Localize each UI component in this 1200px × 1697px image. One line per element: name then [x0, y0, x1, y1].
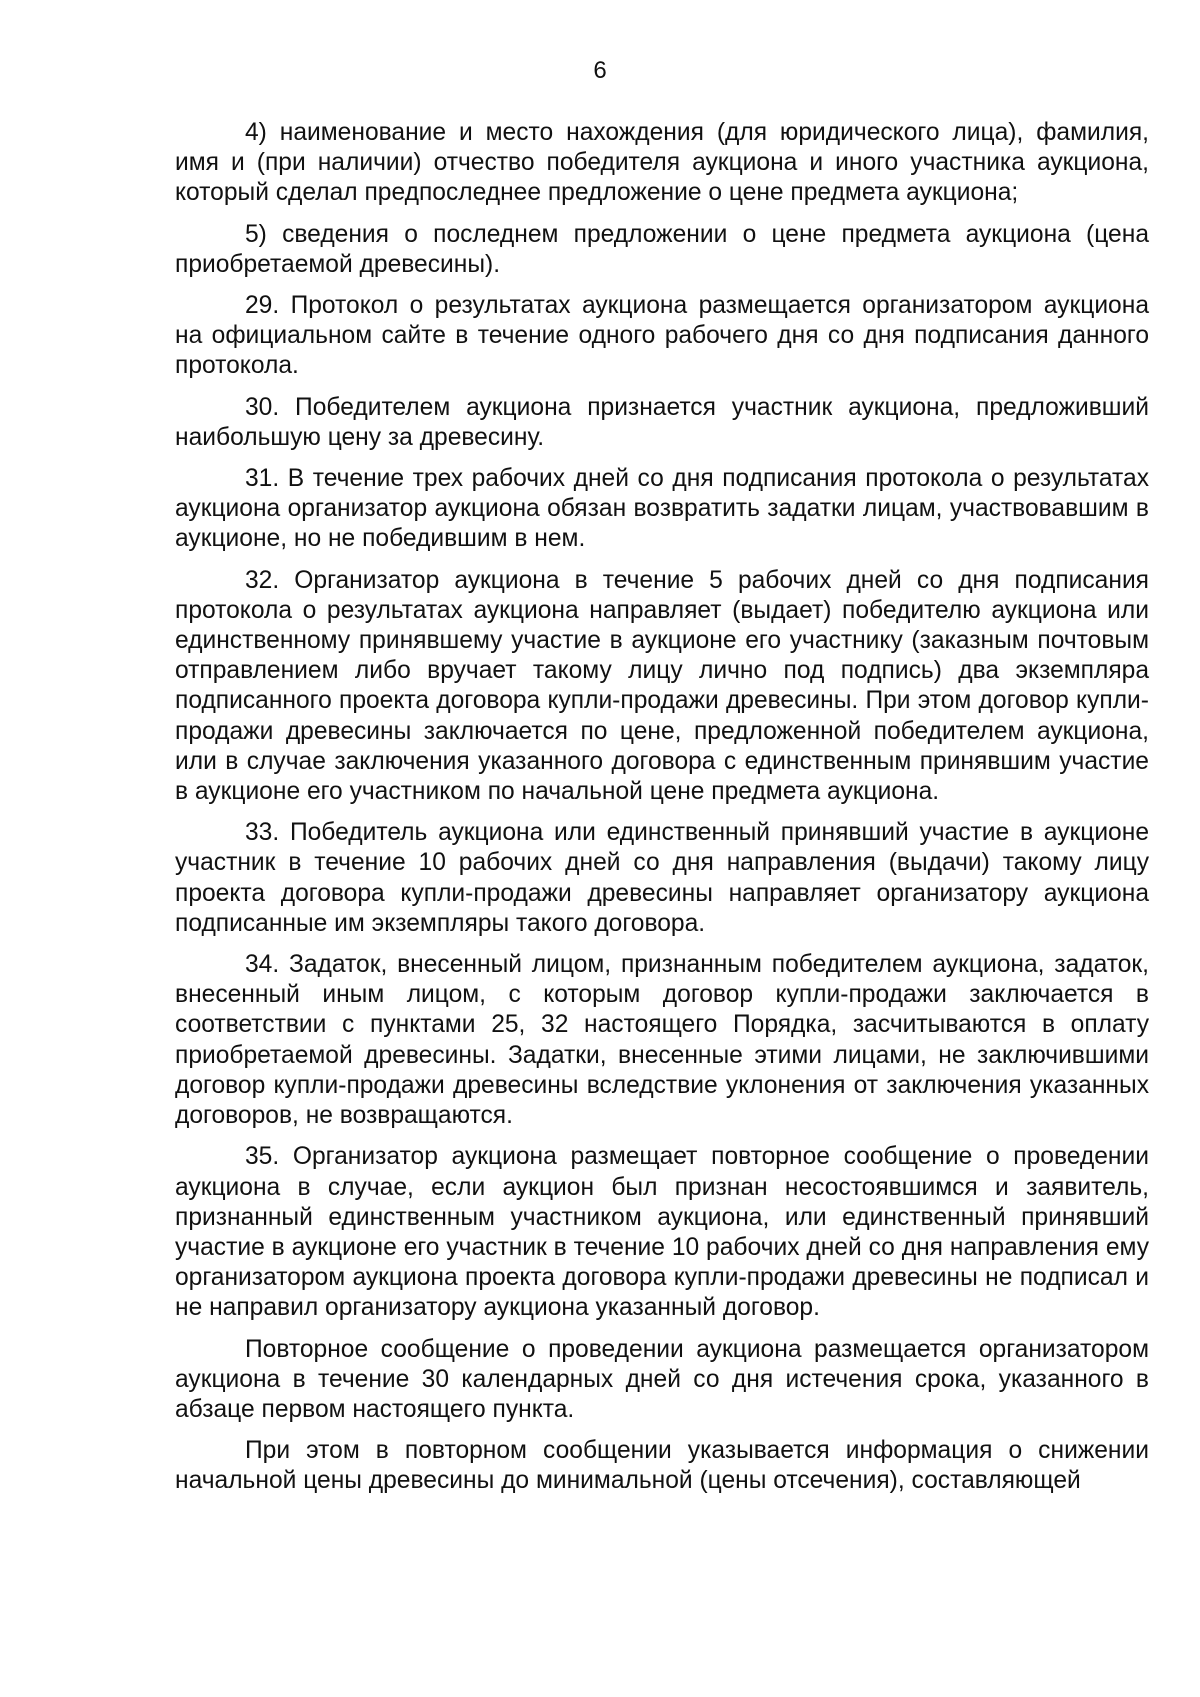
paragraph-29: 29. Протокол о результатах аукциона размещается организатором аукциона на официальном сайте в течение одного рабочего дня со дня подписания данного протокола.	[175, 292, 1149, 380]
paragraph-33: 33. Победитель аукциона или единственный принявший участие в аукционе участник в течение 10 рабочих дней со дня направления (выдачи) такому лицу проекта договора купли-продажи древесины направляет организатору аукциона подписанные им экземпляры такого договора.	[175, 819, 1149, 937]
paragraph-35: 35. Организатор аукциона размещает повторное сообщение о проведении аукциона в случае, если аукцион был признан несостоявшимся и заявитель, признанный единственным участником аукциона, или единственный принявший участие в аукционе его участник в течение 10 рабочих дней со дня направления ему организатором аукциона проекта договора купли-продажи древесины не подписал и не направил организатору аукциона указанный договор.	[175, 1143, 1149, 1322]
paragraph-item-4: 4) наименование и место нахождения (для юридического лица), фамилия, имя и (при наличии) отчество победителя аукциона и иного участника аукциона, который сделал предпоследнее предложение о цене предмета аукциона;	[175, 119, 1149, 207]
paragraph-item-5: 5) сведения о последнем предложении о цене предмета аукциона (цена приобретаемой древесины).	[175, 220, 1149, 278]
document-body	[175, 118, 1149, 1508]
paragraph-34: 34. Задаток, внесенный лицом, признанным победителем аукциона, задаток, внесенный иным лицом, с которым договор купли-продажи заключается в соответствии с пунктами 25, 32 настоящего Порядка, засчитываются в оплату приобретаемой древесины. Задатки, внесенные этими лицами, не заключившими договор купли-продажи древесины вследствие уклонения от заключения указанных договоров, не возвращаются.	[175, 951, 1149, 1130]
paragraph-35-price-reduction: При этом в повторном сообщении указывается информация о снижении начальной цены древесины до минимальной (цены отсечения), составляющей	[175, 1437, 1149, 1495]
paragraph-30: 30. Победителем аукциона признается участник аукциона, предложивший наибольшую цену за древесину.	[175, 393, 1149, 451]
paragraph-32: 32. Организатор аукциона в течение 5 рабочих дней со дня подписания протокола о результатах аукциона направляет (выдает) победителю аукциона или единственному принявшему участие в аукционе его участнику (заказным почтовым отправлением либо вручает такому лицу лично под подпись) два экземпляра подписанного проекта договора купли-продажи древесины. При этом договор купли-продажи древесины заключается по цене, предложенной победителем аукциона, или в случае заключения указанного договора с единственным принявшим участие в аукционе его участником по начальной цене предмета аукциона.	[175, 566, 1149, 806]
paragraph-35-repeat-notice: Повторное сообщение о проведении аукциона размещается организатором аукциона в течение 30 календарных дней со дня истечения срока, указанного в абзаце первом настоящего пункта.	[175, 1335, 1149, 1423]
page-number: 6	[593, 57, 607, 84]
paragraph-31: 31. В течение трех рабочих дней со дня подписания протокола о результатах аукциона организатор аукциона обязан возвратить задатки лицам, участвовавшим в аукционе, но не победившим в нем.	[175, 465, 1149, 553]
